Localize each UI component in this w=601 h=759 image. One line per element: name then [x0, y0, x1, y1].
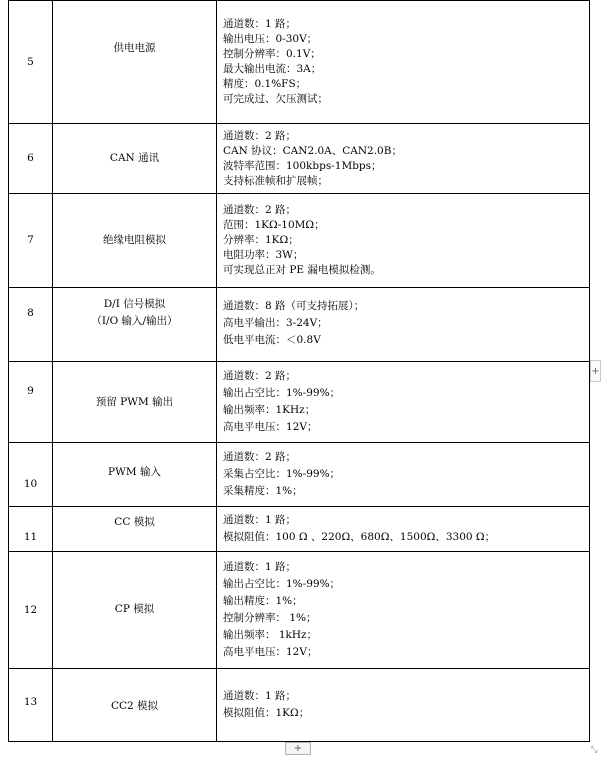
row-description [217, 552, 590, 669]
desc-line: 输出频率：1KHz； [223, 404, 316, 416]
desc-line: 通道数：2 路； [223, 129, 297, 142]
row-number: 8 [9, 288, 53, 362]
table-row [9, 362, 590, 443]
row-name: CAN 通讯 [53, 124, 217, 194]
row-number: 13 [9, 669, 53, 742]
add-column-button[interactable] [590, 360, 601, 382]
row-name: 供电电源 [53, 1, 217, 124]
table-row [9, 552, 590, 669]
row-number: 6 [9, 124, 53, 194]
desc-line: 最大输出电流：3A； [223, 63, 322, 75]
desc-line: 精度：0.1%FS； [223, 78, 307, 90]
desc-line: 采集精度：1%； [223, 485, 303, 497]
row-number: 5 [9, 1, 53, 124]
table-resize-handle[interactable] [591, 745, 599, 755]
row-number: 7 [9, 194, 53, 288]
row-name: PWM 输入 [53, 443, 217, 507]
desc-line: 模拟阻值：1KΩ； [223, 707, 310, 719]
desc-line: 通道数：1 路； [223, 690, 297, 702]
desc-line: 高电平电压：12V； [223, 646, 318, 658]
table-row [9, 124, 590, 194]
desc-line: 高电平输出：3-24V； [223, 317, 328, 329]
row-number: 11 [9, 507, 53, 552]
plus-icon: + [293, 743, 303, 754]
desc-line: 通道数：1 路； [223, 561, 297, 573]
row-number: 12 [9, 552, 53, 669]
table-row [9, 507, 590, 552]
row-description [217, 362, 590, 443]
table-row [9, 288, 590, 362]
row-description [217, 194, 590, 288]
desc-line: 可完成过、欠压测试； [223, 93, 328, 105]
desc-line: 支持标准帧和扩展帧； [223, 174, 328, 187]
desc-line: 低电平电流：＜0.8V [223, 334, 321, 346]
row-description [217, 669, 590, 742]
row-description [217, 124, 590, 194]
row-name-line: D/I 信号模拟 [103, 298, 166, 310]
row-description [217, 288, 590, 362]
desc-line: 通道数：8 路（可支持拓展）； [223, 300, 365, 312]
table-row [9, 669, 590, 742]
row-name: CC2 模拟 [53, 669, 217, 742]
desc-line: 输出占空比：1%-99%； [223, 578, 341, 590]
desc-line: 输出频率： 1kHz； [223, 629, 318, 641]
row-name: 绝缘电阻模拟 [53, 194, 217, 288]
desc-line: 控制分辨率： 1%； [223, 612, 317, 624]
desc-line: 通道数：1 路； [223, 18, 297, 30]
row-name: 预留 PWM 输出 [53, 362, 217, 443]
resize-icon: ⤡ [591, 745, 598, 754]
row-number: 9 [9, 362, 53, 443]
desc-line: 输出占空比：1%-99%； [223, 387, 341, 399]
add-row-button[interactable] [285, 742, 311, 755]
desc-line: 模拟阻值：100 Ω 、220Ω、680Ω、1500Ω、3300 Ω； [223, 531, 496, 543]
desc-line: 输出精度：1%； [223, 595, 303, 607]
desc-line: 采集占空比：1%-99%； [223, 468, 341, 480]
plus-icon: + [591, 365, 600, 377]
desc-line: 电阻功率：3W； [223, 249, 304, 261]
desc-line: CAN 协议：CAN2.0A、CAN2.0B； [223, 144, 402, 157]
table-row [9, 194, 590, 288]
row-description [217, 507, 590, 552]
desc-line: 分辨率：1KΩ； [223, 234, 299, 246]
row-name: CC 模拟 [53, 507, 217, 552]
table-row [9, 443, 590, 507]
desc-line: 通道数：2 路； [223, 370, 297, 382]
desc-line: 波特率范围：100kbps-1Mbps； [223, 159, 382, 172]
row-description [217, 1, 590, 124]
desc-line: 高电平电压：12V； [223, 421, 318, 433]
row-name: CP 模拟 [53, 552, 217, 669]
desc-line: 控制分辨率：0.1V； [223, 48, 321, 60]
desc-line: 范围：1KΩ-10MΩ； [223, 219, 325, 231]
table-row [9, 1, 590, 124]
desc-line: 通道数：2 路； [223, 451, 297, 463]
row-name-line: （I/O 输入/输出） [91, 315, 178, 327]
row-number: 10 [9, 443, 53, 507]
row-description [217, 443, 590, 507]
desc-line: 通道数：1 路； [223, 514, 297, 526]
desc-line: 通道数：2 路； [223, 204, 297, 216]
spec-table [8, 0, 590, 742]
desc-line: 输出电压：0-30V； [223, 33, 318, 45]
row-name [53, 288, 217, 362]
desc-line: 可实现总正对 PE 漏电模拟检测。 [223, 264, 381, 276]
